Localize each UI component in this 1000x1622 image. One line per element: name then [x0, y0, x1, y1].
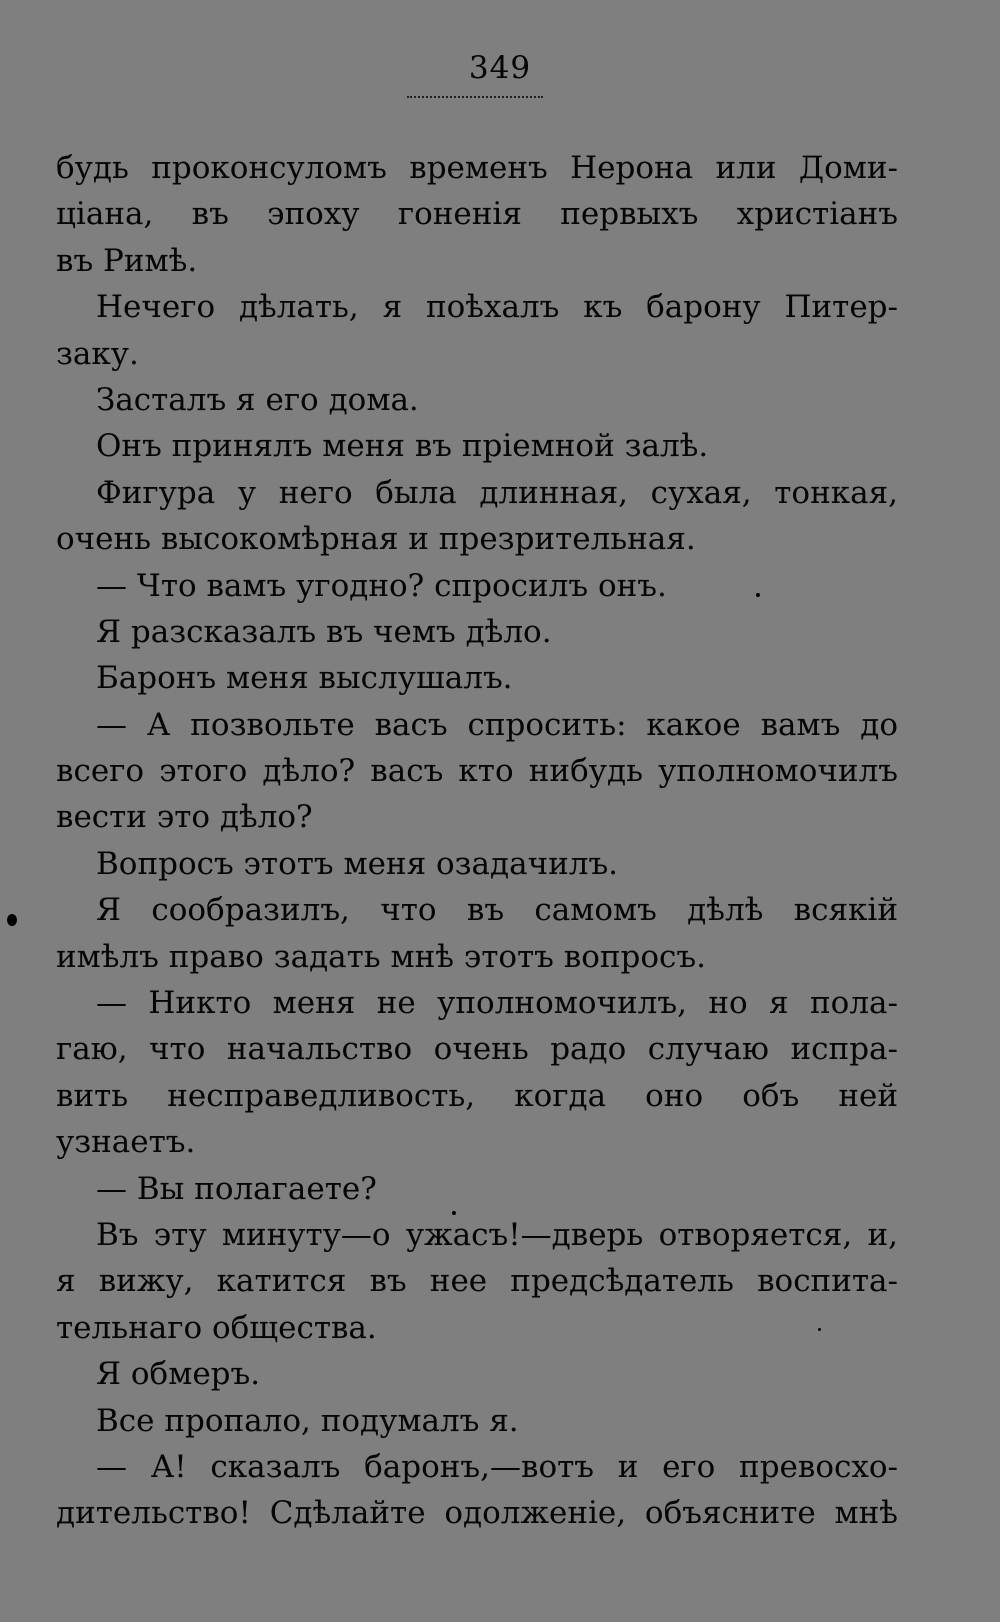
text-line: — Что вамъ угодно? спросилъ онъ.: [96, 567, 667, 604]
text-line: — А! сказалъ баронъ,—вотъ и его превосхо-: [96, 1448, 898, 1485]
text-line: будь проконсуломъ временъ Нерона или Доми-: [56, 150, 898, 186]
text-line: ціана, въ эпоху гоненія первыхъ христіанъ: [56, 196, 898, 233]
text-line: — А позвольте васъ спросить: какое вамъ до: [96, 706, 898, 743]
text-line: я вижу, катится въ нее предсѣдатель воспита-: [56, 1263, 898, 1300]
text-line: Вопросъ этотъ меня озадачилъ.: [96, 845, 619, 882]
text-line: Я разсказалъ въ чемъ дѣло.: [96, 613, 552, 650]
text-line: Все пропало, подумалъ я.: [96, 1402, 519, 1439]
header-rule: [407, 96, 543, 98]
text-line: Я обмеръ.: [96, 1356, 261, 1393]
text-line: Я сообразилъ, что въ самомъ дѣлѣ всякій: [96, 892, 898, 929]
text-line: Засталъ я его дома.: [96, 381, 419, 418]
text-line: вести это дѣло?: [56, 799, 313, 836]
text-line: гаю, что начальство очень радо случаю испра-: [56, 1031, 898, 1068]
text-line: узнаетъ.: [56, 1124, 196, 1161]
page-number: 349: [468, 50, 532, 86]
text-line: тельнаго общества.: [56, 1309, 377, 1346]
text-line: Баронъ меня выслушалъ.: [96, 660, 513, 697]
text-line: всего этого дѣло? васъ кто нибудь уполномочилъ: [56, 753, 898, 790]
ink-speck: [756, 593, 760, 597]
text-line: Нечего дѣлать, я поѣхалъ къ барону Питер-: [96, 289, 898, 326]
text-line: Онъ принялъ меня въ пріемной залѣ.: [96, 428, 709, 465]
text-line: — Никто меня не уполномочилъ, но я пола-: [96, 985, 898, 1022]
text-line: вить несправедливость, когда оно объ ней: [56, 1077, 898, 1114]
ink-speck: [452, 1211, 456, 1215]
body-text: [56, 145, 898, 1537]
text-line: дительство! Сдѣлайте одолженіе, объясните мнѣ: [56, 1495, 898, 1532]
text-line: Фигура у него была длинная, сухая, тонкая,: [96, 474, 898, 511]
text-line: очень высокомѣрная и презрительная.: [56, 521, 696, 558]
text-line: заку.: [56, 335, 139, 372]
text-line: въ Римѣ.: [56, 242, 198, 279]
text-line: Въ эту минуту—о ужасъ!—дверь отворяется, и,: [96, 1216, 898, 1253]
text-line: — Вы полагаете?: [96, 1170, 377, 1207]
ink-speck: [818, 1328, 821, 1331]
ink-speck: [7, 914, 17, 926]
text-line: имѣлъ право задать мнѣ этотъ вопросъ.: [56, 938, 706, 975]
